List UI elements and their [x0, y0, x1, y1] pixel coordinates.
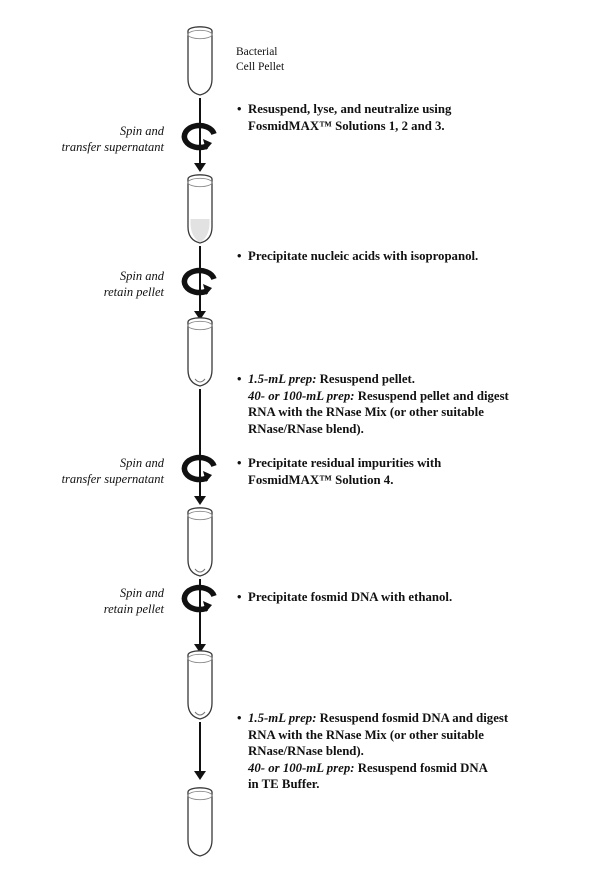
step-6-rest-1: Resuspend fosmid DNA and digest — [316, 711, 509, 725]
spin-label-4-line-2: retain pellet — [103, 602, 164, 616]
flow-line-5 — [199, 722, 201, 774]
centrifuge-spin-icon-4 — [176, 580, 222, 620]
step-3-line-4: RNase/RNase blend). — [248, 421, 364, 436]
step-2-line-1: Precipitate nucleic acids with isopropanol. — [248, 249, 479, 263]
caption-line-2: Cell Pellet — [236, 60, 285, 73]
arrow-head-1 — [194, 163, 206, 172]
bullet-icon-1: • — [237, 102, 242, 116]
bullet-icon-6: • — [237, 711, 242, 725]
tube-icon-5 — [183, 648, 217, 722]
arrow-head-3 — [194, 496, 206, 505]
step-3-lead-2: 40- or 100-mL prep: — [248, 388, 355, 403]
tube-icon-2 — [183, 172, 217, 246]
spin-label-1 — [14, 123, 164, 155]
bullet-icon-5: • — [237, 590, 242, 604]
step-3-rest-1: Resuspend pellet. — [316, 372, 415, 386]
bullet-icon-2: • — [237, 249, 242, 263]
step-3-rest-2: Resuspend pellet and digest — [354, 388, 509, 403]
step-1-line-1: Resuspend, lyse, and neutralize using — [248, 102, 452, 116]
tube-icon-1 — [183, 24, 217, 98]
spin-label-3-line-1: Spin and — [119, 456, 164, 470]
step-3-lead-1: 1.5-mL prep: — [248, 372, 317, 386]
arrow-head-5 — [194, 771, 206, 780]
spin-label-2-line-2: retain pellet — [103, 285, 164, 299]
step-text-2 — [237, 248, 567, 265]
centrifuge-spin-icon-2 — [176, 263, 222, 303]
bullet-icon-3: • — [237, 372, 242, 386]
step-text-4 — [237, 455, 567, 488]
step-3-line-2 — [248, 388, 567, 405]
step-text-3 — [237, 371, 567, 437]
tube-icon-3 — [183, 315, 217, 389]
spin-label-2-line-1: Spin and — [119, 269, 164, 283]
tube-icon-4 — [183, 505, 217, 579]
step-4-line-2: FosmidMAX™ Solution 4. — [248, 472, 394, 487]
tube-icon-6 — [183, 785, 217, 859]
step-6-line-2: RNA with the RNase Mix (or other suitable — [248, 727, 484, 742]
spin-label-1-line-2: transfer supernatant — [61, 140, 164, 154]
step-1-line-2: FosmidMAX™ Solutions 1, 2 and 3. — [248, 118, 445, 133]
step-6-line-5: in TE Buffer. — [248, 777, 320, 791]
step-6-rest-4: Resuspend fosmid DNA — [354, 760, 488, 775]
step-4-line-1: Precipitate residual impurities with — [248, 456, 442, 470]
spin-label-1-line-1: Spin and — [119, 124, 164, 138]
cell-pellet-caption — [236, 45, 356, 74]
step-6-lead-4: 40- or 100-mL prep: — [248, 760, 355, 775]
caption-line-1: Bacterial — [236, 46, 278, 58]
step-text-6 — [237, 710, 567, 793]
centrifuge-spin-icon-3 — [176, 450, 222, 490]
step-text-1 — [237, 101, 567, 134]
spin-label-3 — [14, 455, 164, 487]
step-3-line-3: RNA with the RNase Mix (or other suitable — [248, 405, 484, 419]
step-6-line-1 — [248, 710, 567, 727]
step-3-line-1 — [248, 371, 567, 388]
spin-label-3-line-2: transfer supernatant — [61, 472, 164, 486]
step-text-5 — [237, 589, 567, 606]
step-6-lead-1: 1.5-mL prep: — [248, 711, 317, 725]
step-6-line-3: RNase/RNase blend). — [248, 744, 364, 758]
step-6-line-4 — [248, 760, 567, 777]
spin-label-4 — [14, 585, 164, 617]
bullet-icon-4: • — [237, 456, 242, 470]
centrifuge-spin-icon-1 — [176, 118, 222, 158]
step-5-line-1: Precipitate fosmid DNA with ethanol. — [248, 590, 453, 604]
spin-label-4-line-1: Spin and — [119, 586, 164, 600]
spin-label-2 — [14, 268, 164, 300]
